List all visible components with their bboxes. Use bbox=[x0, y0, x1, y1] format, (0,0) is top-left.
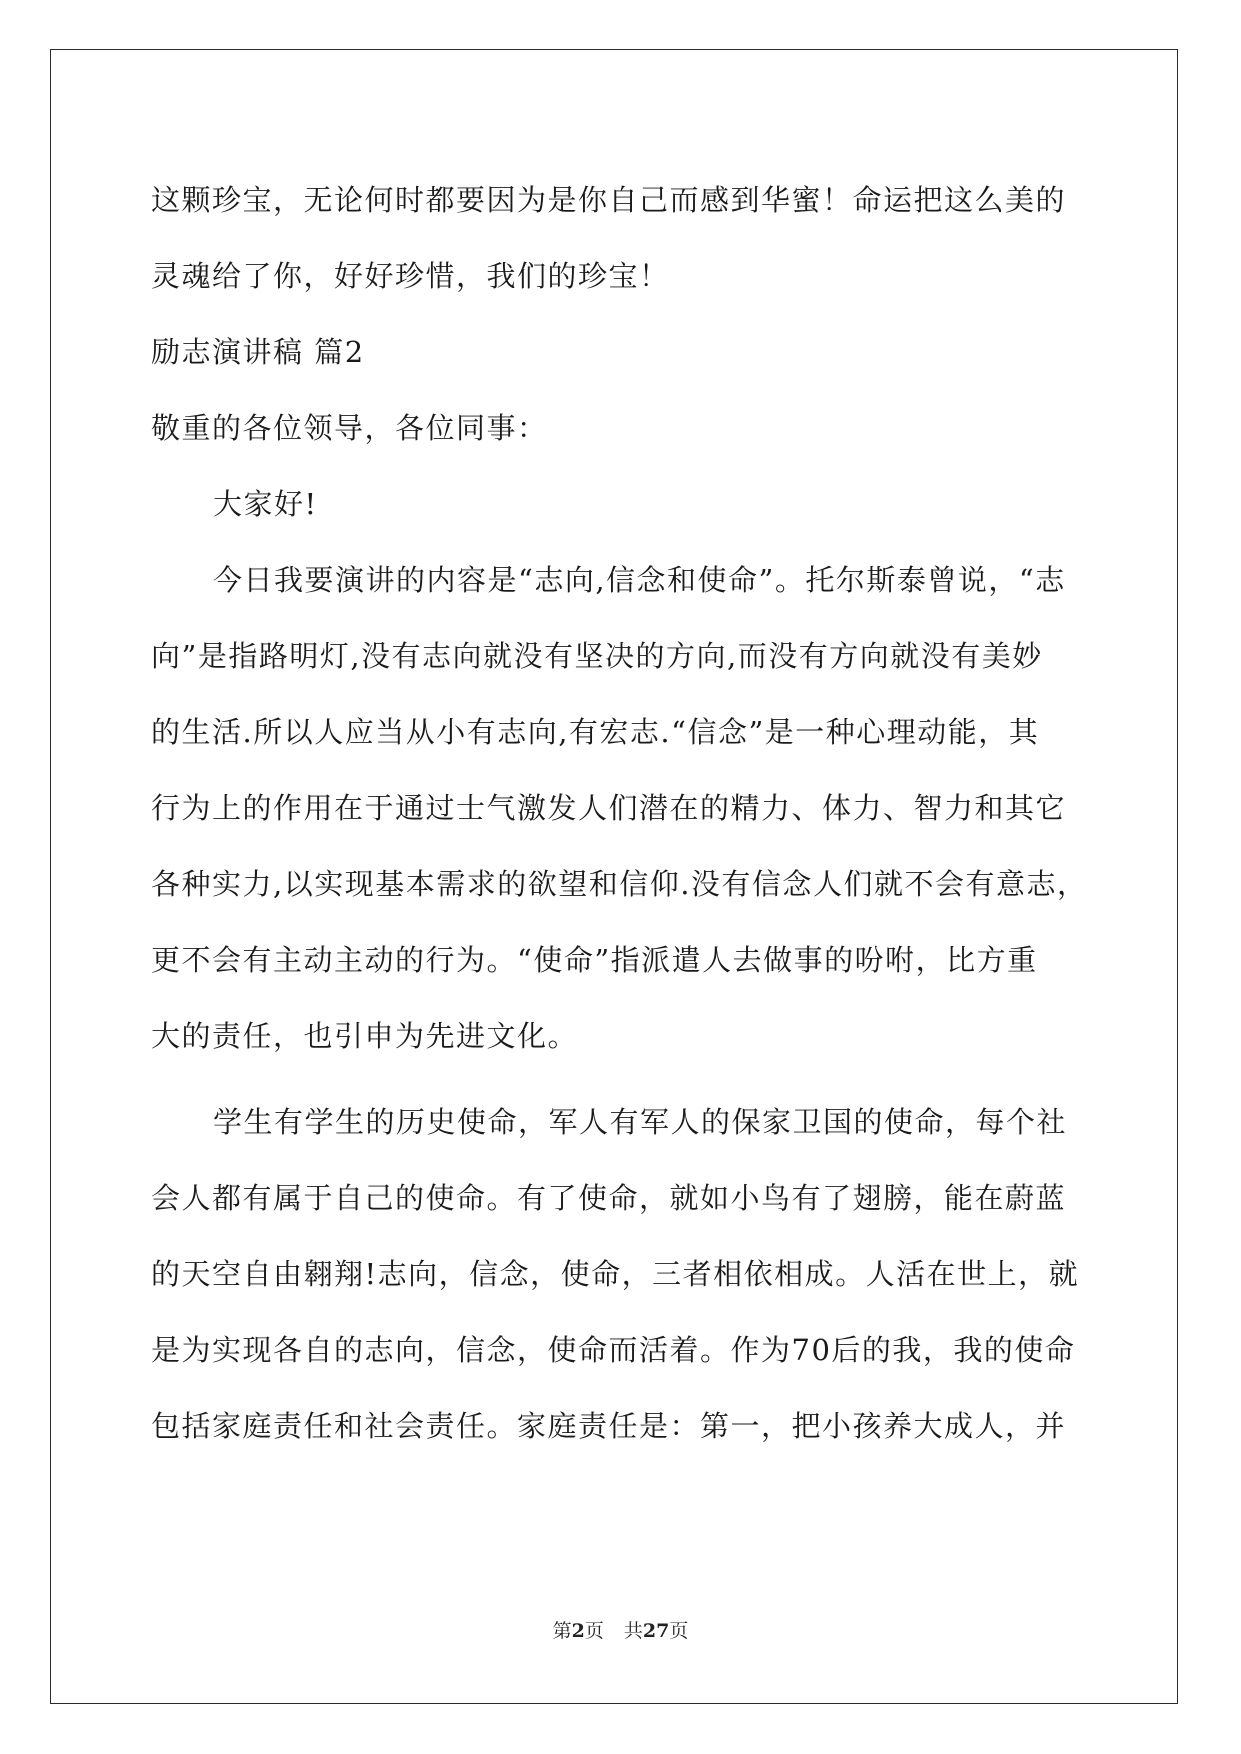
paragraph-line: 的天空自由翱翔!志向，信念，使命，三者相依相成。人活在世上，就 bbox=[151, 1257, 1080, 1291]
paragraph-line: 包括家庭责任和社会责任。家庭责任是：第一，把小孩养大成人，并 bbox=[151, 1409, 1067, 1443]
document-body bbox=[151, 162, 1088, 1464]
paragraph-line: 行为上的作用在于通过士气激发人们潜在的精力、体力、智力和其它 bbox=[151, 791, 1067, 825]
section-heading: 励志演讲稿 篇2 bbox=[151, 335, 365, 369]
page-footer bbox=[0, 1616, 1241, 1643]
page-suffix: 页 bbox=[584, 1620, 604, 1642]
paragraph-line: 大的责任，也引申为先进文化。 bbox=[151, 1019, 579, 1053]
total-suffix: 页 bbox=[669, 1620, 689, 1642]
total-prefix: 共 bbox=[623, 1620, 643, 1642]
paragraph-line: 是为实现各自的志向，信念，使命而活着。作为70后的我，我的使命 bbox=[151, 1333, 1076, 1367]
paragraph-line: 更不会有主动主动的行为。“使命”指派遣人去做事的吩咐，比方重 bbox=[151, 943, 1038, 977]
page-number: 2 bbox=[571, 1620, 585, 1642]
paragraph-line: 会人都有属于自己的使命。有了使命，就如小鸟有了翅膀，能在蔚蓝 bbox=[151, 1181, 1067, 1215]
paragraph-line: 今日我要演讲的内容是“志向,信念和使命”。托尔斯泰曾说，“志 bbox=[213, 563, 1066, 597]
salutation: 敬重的各位领导，各位同事： bbox=[151, 411, 548, 445]
page-prefix: 第 bbox=[552, 1620, 572, 1642]
paragraph-line: 这颗珍宝，无论何时都要因为是你自己而感到华蜜！命运把这么美的 bbox=[151, 183, 1067, 217]
paragraph-line: 各种实力,以实现基本需求的欲望和信仰.没有信念人们就不会有意志， bbox=[151, 867, 1088, 901]
paragraph-line: 灵魂给了你，好好珍惜，我们的珍宝！ bbox=[151, 259, 670, 293]
paragraph-line: 学生有学生的历史使命，军人有军人的保家卫国的使命，每个社 bbox=[213, 1105, 1068, 1139]
greeting: 大家好! bbox=[213, 487, 318, 521]
total-pages: 27 bbox=[642, 1620, 670, 1642]
paragraph-line: 的生活.所以人应当从小有志向,有宏志.“信念”是一种心理动能，其 bbox=[151, 715, 1040, 749]
paragraph-line: 向”是指路明灯,没有志向就没有坚决的方向,而没有方向就没有美妙 bbox=[151, 639, 1043, 673]
